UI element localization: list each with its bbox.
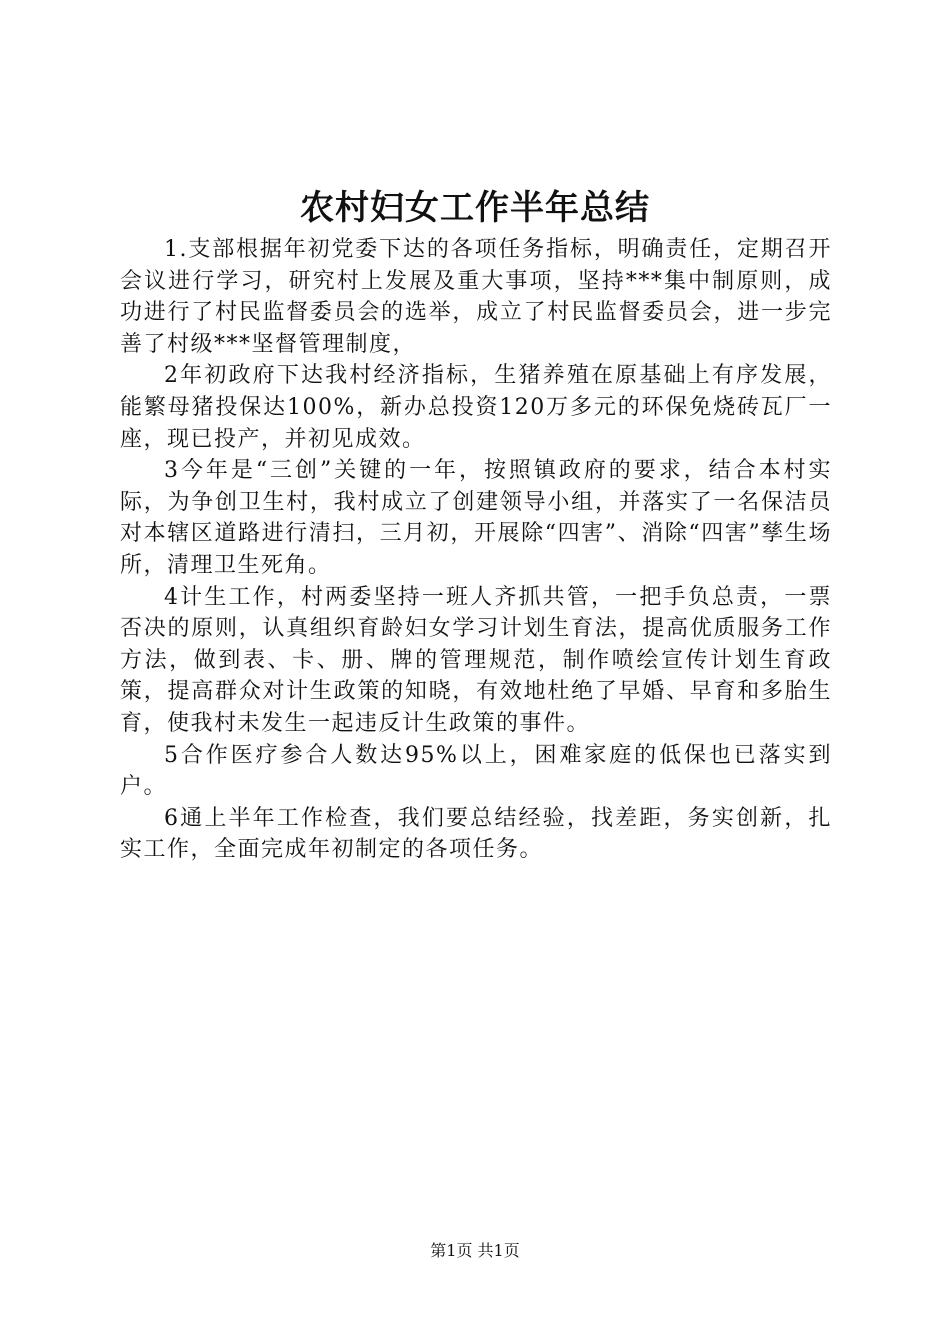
- paragraph-6: 6通上半年工作检查，我们要总结经验，找差距，务实创新，扎实工作，全面完成年初制定的各项任务。: [120, 805, 832, 863]
- paragraph-5: 5合作医疗参合人数达95%以上，困难家庭的低保也已落实到户。: [120, 742, 832, 800]
- paragraph-4: 4计生工作，村两委坚持一班人齐抓共管，一把手负总责，一票否决的原则，认真组织育龄妇女学习计划生育法，提高优质服务工作方法，做到表、卡、册、牌的管理规范，制作喷绘宣传计划生育政策，提高群众对计生政策的知晓，有效地杜绝了早婚、早育和多胎生育，使我村未发生一起违反计生政策的事件。: [120, 584, 832, 736]
- paragraph-3: 3今年是“三创”关键的一年，按照镇政府的要求，结合本村实际，为争创卫生村，我村成立了创建领导小组，并落实了一名保洁员对本辖区道路进行清扫，三月初，开展除“四害”、消除“四害”孳生场所，清理卫生死角。: [120, 458, 832, 578]
- paragraph-1: 1.支部根据年初党委下达的各项任务指标，明确责任，定期召开会议进行学习，研究村上发展及重大事项，坚持***集中制原则，成功进行了村民监督委员会的选举，成立了村民监督委员会，进一步完善了村级***坚督管理制度，: [120, 237, 832, 357]
- document-title: 农村妇女工作半年总结: [300, 188, 650, 228]
- page-footer: 第1页 共1页: [430, 1241, 520, 1260]
- document-body: [120, 234, 832, 866]
- paragraph-2: 2年初政府下达我村经济指标，生猪养殖在原基础上有序发展，能繁母猪投保达100%，新办总投资120万多元的环保免烧砖瓦厂一座，现已投产，并初见成效。: [120, 363, 832, 452]
